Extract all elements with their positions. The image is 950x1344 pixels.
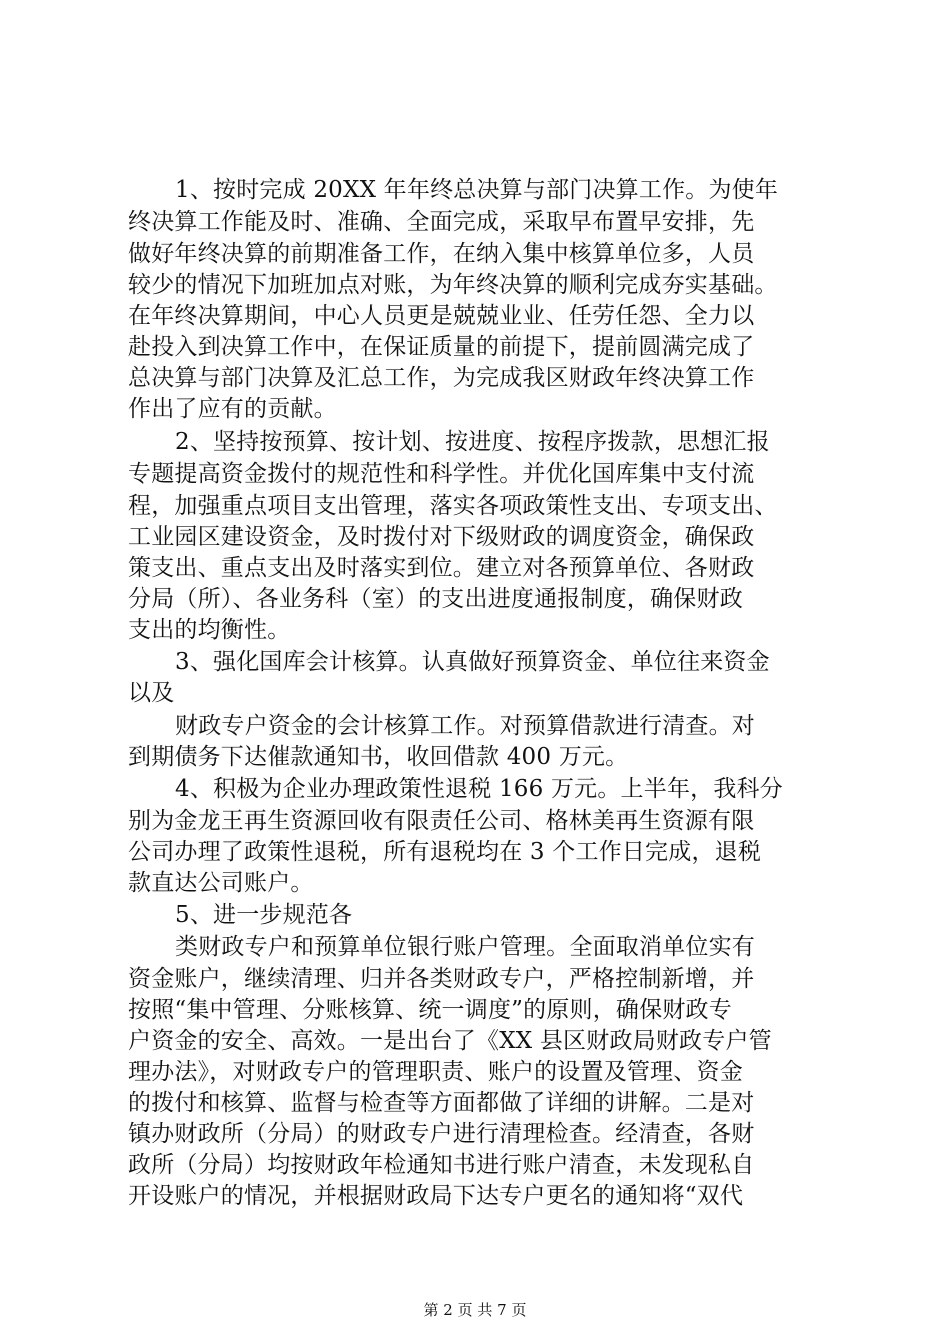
- text-line: 总决算与部门决算及汇总工作，为完成我区财政年终决算工作: [128, 365, 755, 391]
- text-line: 3、强化国库会计核算。认真做好预算资金、单位往来资金: [175, 649, 770, 675]
- text-line: 专题提高资金拨付的规范性和科学性。并优化国库集中支付流: [128, 461, 755, 487]
- text-line: 较少的情况下加班加点对账，为年终决算的顺利完成夯实基础。: [128, 272, 778, 298]
- text-line: 在年终决算期间，中心人员更是兢兢业业、任劳任怨、全力以: [128, 303, 755, 329]
- text-line: 别为金龙王再生资源回收有限责任公司、格林美再生资源有限: [128, 808, 755, 834]
- text-line: 分局（所）、各业务科（室）的支出进度通报制度，确保财政: [128, 586, 743, 612]
- text-line: 理办法》，对财政专户的管理职责、账户的设置及管理、资金: [128, 1059, 743, 1085]
- text-line: 户资金的安全、高效。一是出台了《XX 县区财政局财政专户管: [128, 1028, 772, 1054]
- text-line: 政所（分局）均按财政年检通知书进行账户清查，未发现私自: [128, 1152, 755, 1178]
- text-line: 5、进一步规范各: [175, 902, 353, 928]
- text-line: 财政专户资金的会计核算工作。对预算借款进行清查。对: [175, 713, 755, 739]
- text-line: 支出的均衡性。: [128, 617, 291, 643]
- text-line: 公司办理了政策性退税，所有退税均在 3 个工作日完成，退税: [128, 839, 762, 865]
- text-line: 以及: [128, 680, 175, 706]
- text-line: 赴投入到决算工作中，在保证质量的前提下，提前圆满完成了: [128, 334, 755, 360]
- text-line: 镇办财政所（分局）的财政专户进行清理检查。经清查，各财: [128, 1121, 755, 1147]
- text-line: 到期债务下达催款通知书，收回借款 400 万元。: [128, 744, 629, 770]
- text-line: 工业园区建设资金，及时拨付对下级财政的调度资金，确保政: [128, 524, 755, 550]
- text-line: 策支出、重点支出及时落实到位。建立对各预算单位、各财政: [128, 555, 755, 581]
- text-line: 做好年终决算的前期准备工作，在纳入集中核算单位多，人员: [128, 241, 755, 267]
- text-line: 终决算工作能及时、准确、全面完成，采取早布置早安排，先: [128, 209, 755, 235]
- text-line: 4、积极为企业办理政策性退税 166 万元。上半年，我科分: [175, 776, 783, 802]
- text-line: 的拨付和核算、监督与检查等方面都做了详细的讲解。二是对: [128, 1090, 755, 1116]
- text-line: 作出了应有的贡献。: [128, 396, 337, 422]
- text-line: 按照“集中管理、分账核算、统一调度”的原则，确保财政专: [128, 997, 732, 1023]
- page-indicator: 第 2 页 共 7 页: [423, 1301, 527, 1319]
- text-line: 程，加强重点项目支出管理，落实各项政策性支出、专项支出、: [128, 493, 778, 519]
- text-line: 款直达公司账户。: [128, 870, 314, 896]
- text-line: 资金账户，继续清理、归并各类财政专户，严格控制新增，并: [128, 966, 755, 992]
- text-line: 1、按时完成 20XX 年年终总决算与部门决算工作。为使年: [175, 177, 779, 203]
- text-line: 开设账户的情况，并根据财政局下达专户更名的通知将“双代: [128, 1183, 744, 1209]
- text-line: 2、坚持按预算、按计划、按进度、按程序拨款，思想汇报: [175, 429, 770, 455]
- text-line: 类财政专户和预算单位银行账户管理。全面取消单位实有: [175, 934, 755, 960]
